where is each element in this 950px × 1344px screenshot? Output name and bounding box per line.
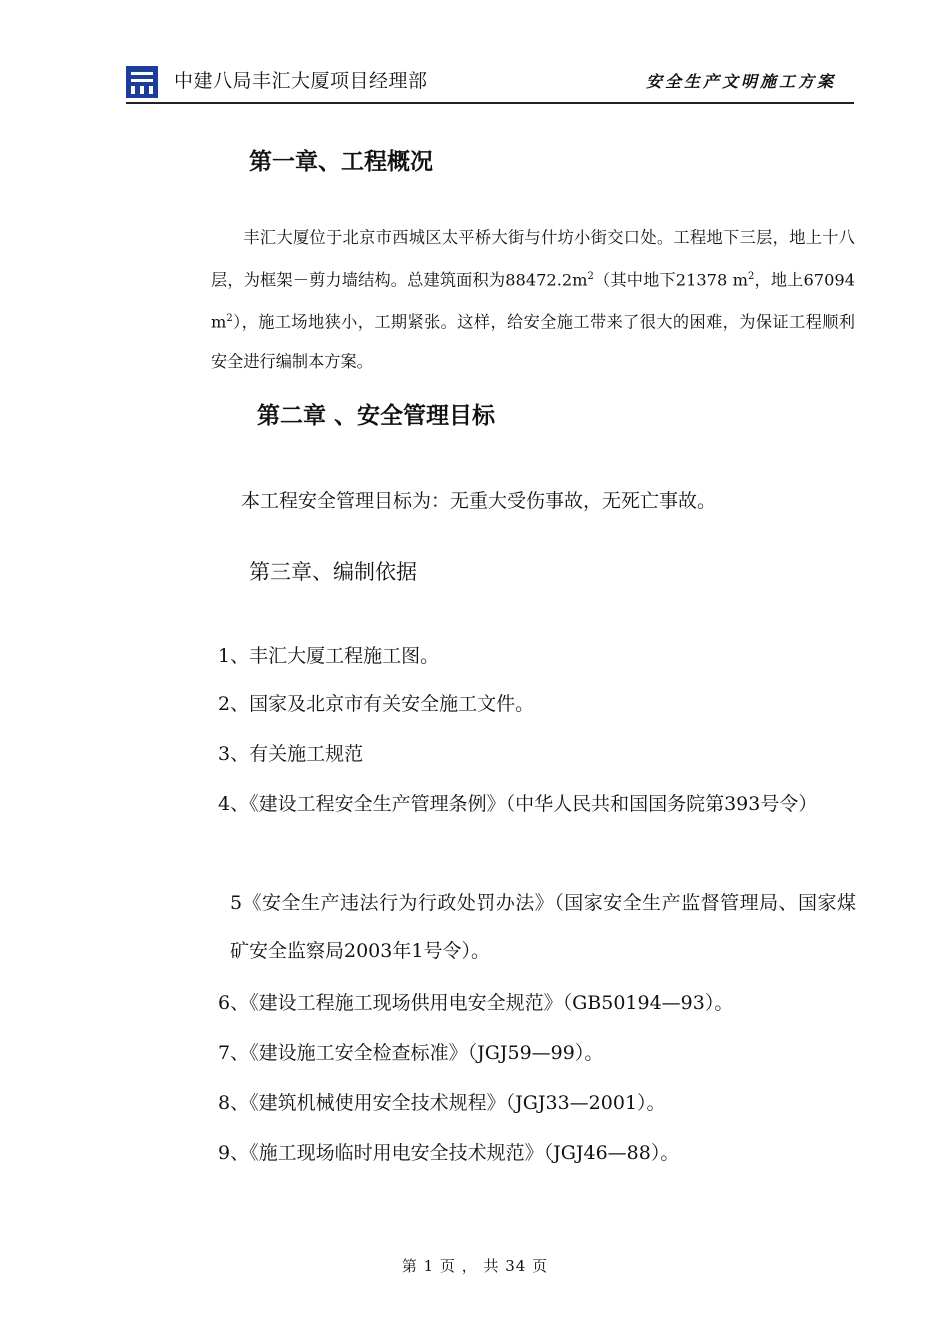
chapter-2-title: 第二章 、安全管理目标: [257, 403, 496, 429]
basis-item-7: 7、《建设施工安全检查标准》（JGJ59—99）。: [218, 1042, 604, 1064]
basis-item-9: 9、《施工现场临时用电安全技术规范》（JGJ46—88）。: [218, 1142, 680, 1164]
page-footer: 第 1 页 ， 共 34 页: [401, 1257, 549, 1275]
basis-item-6: 6、《建设工程施工现场供用电安全规范》（GB50194—93）。: [218, 992, 734, 1014]
safety-goal: 本工程安全管理目标为：无重大受伤事故，无死亡事故。: [241, 490, 717, 512]
basis-item-1: 1、丰汇大厦工程施工图。: [218, 645, 440, 667]
basis-item-8: 8、《建筑机械使用安全技术规程》（JGJ33—2001）。: [218, 1092, 666, 1114]
basis-item-3: 3、有关施工规范: [218, 743, 364, 765]
company-logo-icon: [126, 66, 158, 98]
page-header: [126, 62, 854, 104]
chapter-3-title: 第三章、编制依据: [249, 560, 417, 584]
basis-item-4: 4、《建设工程安全生产管理条例》（中华人民共和国国务院第393号令）: [218, 793, 818, 815]
chapter-1-title: 第一章、工程概况: [249, 149, 433, 175]
header-doc-title: 安全生产文明施工方案: [645, 72, 836, 91]
header-org-name: 中建八局丰汇大厦项目经理部: [174, 70, 428, 92]
overview-paragraph: 丰汇大厦位于北京市西城区太平桥大街与什坊小街交口处。工程地下三层，地上十八层，为框架－剪力墙结构。总建筑面积为$88472.2m^2$（其中地下21378 $m^2$，地上67094 $m^2$），施工场地狭小，工期紧张。这样，给安全施工带来了很大的困难，为保证工程顺利安全进行编制本方案。: [211, 228, 856, 371]
basis-item-5: 5《安全生产违法行为行政处罚办法》（国家安全生产监督管理局、国家煤矿安全监察局2003年1号令）。: [230, 892, 856, 962]
basis-item-2: 2、国家及北京市有关安全施工文件。: [218, 693, 535, 715]
